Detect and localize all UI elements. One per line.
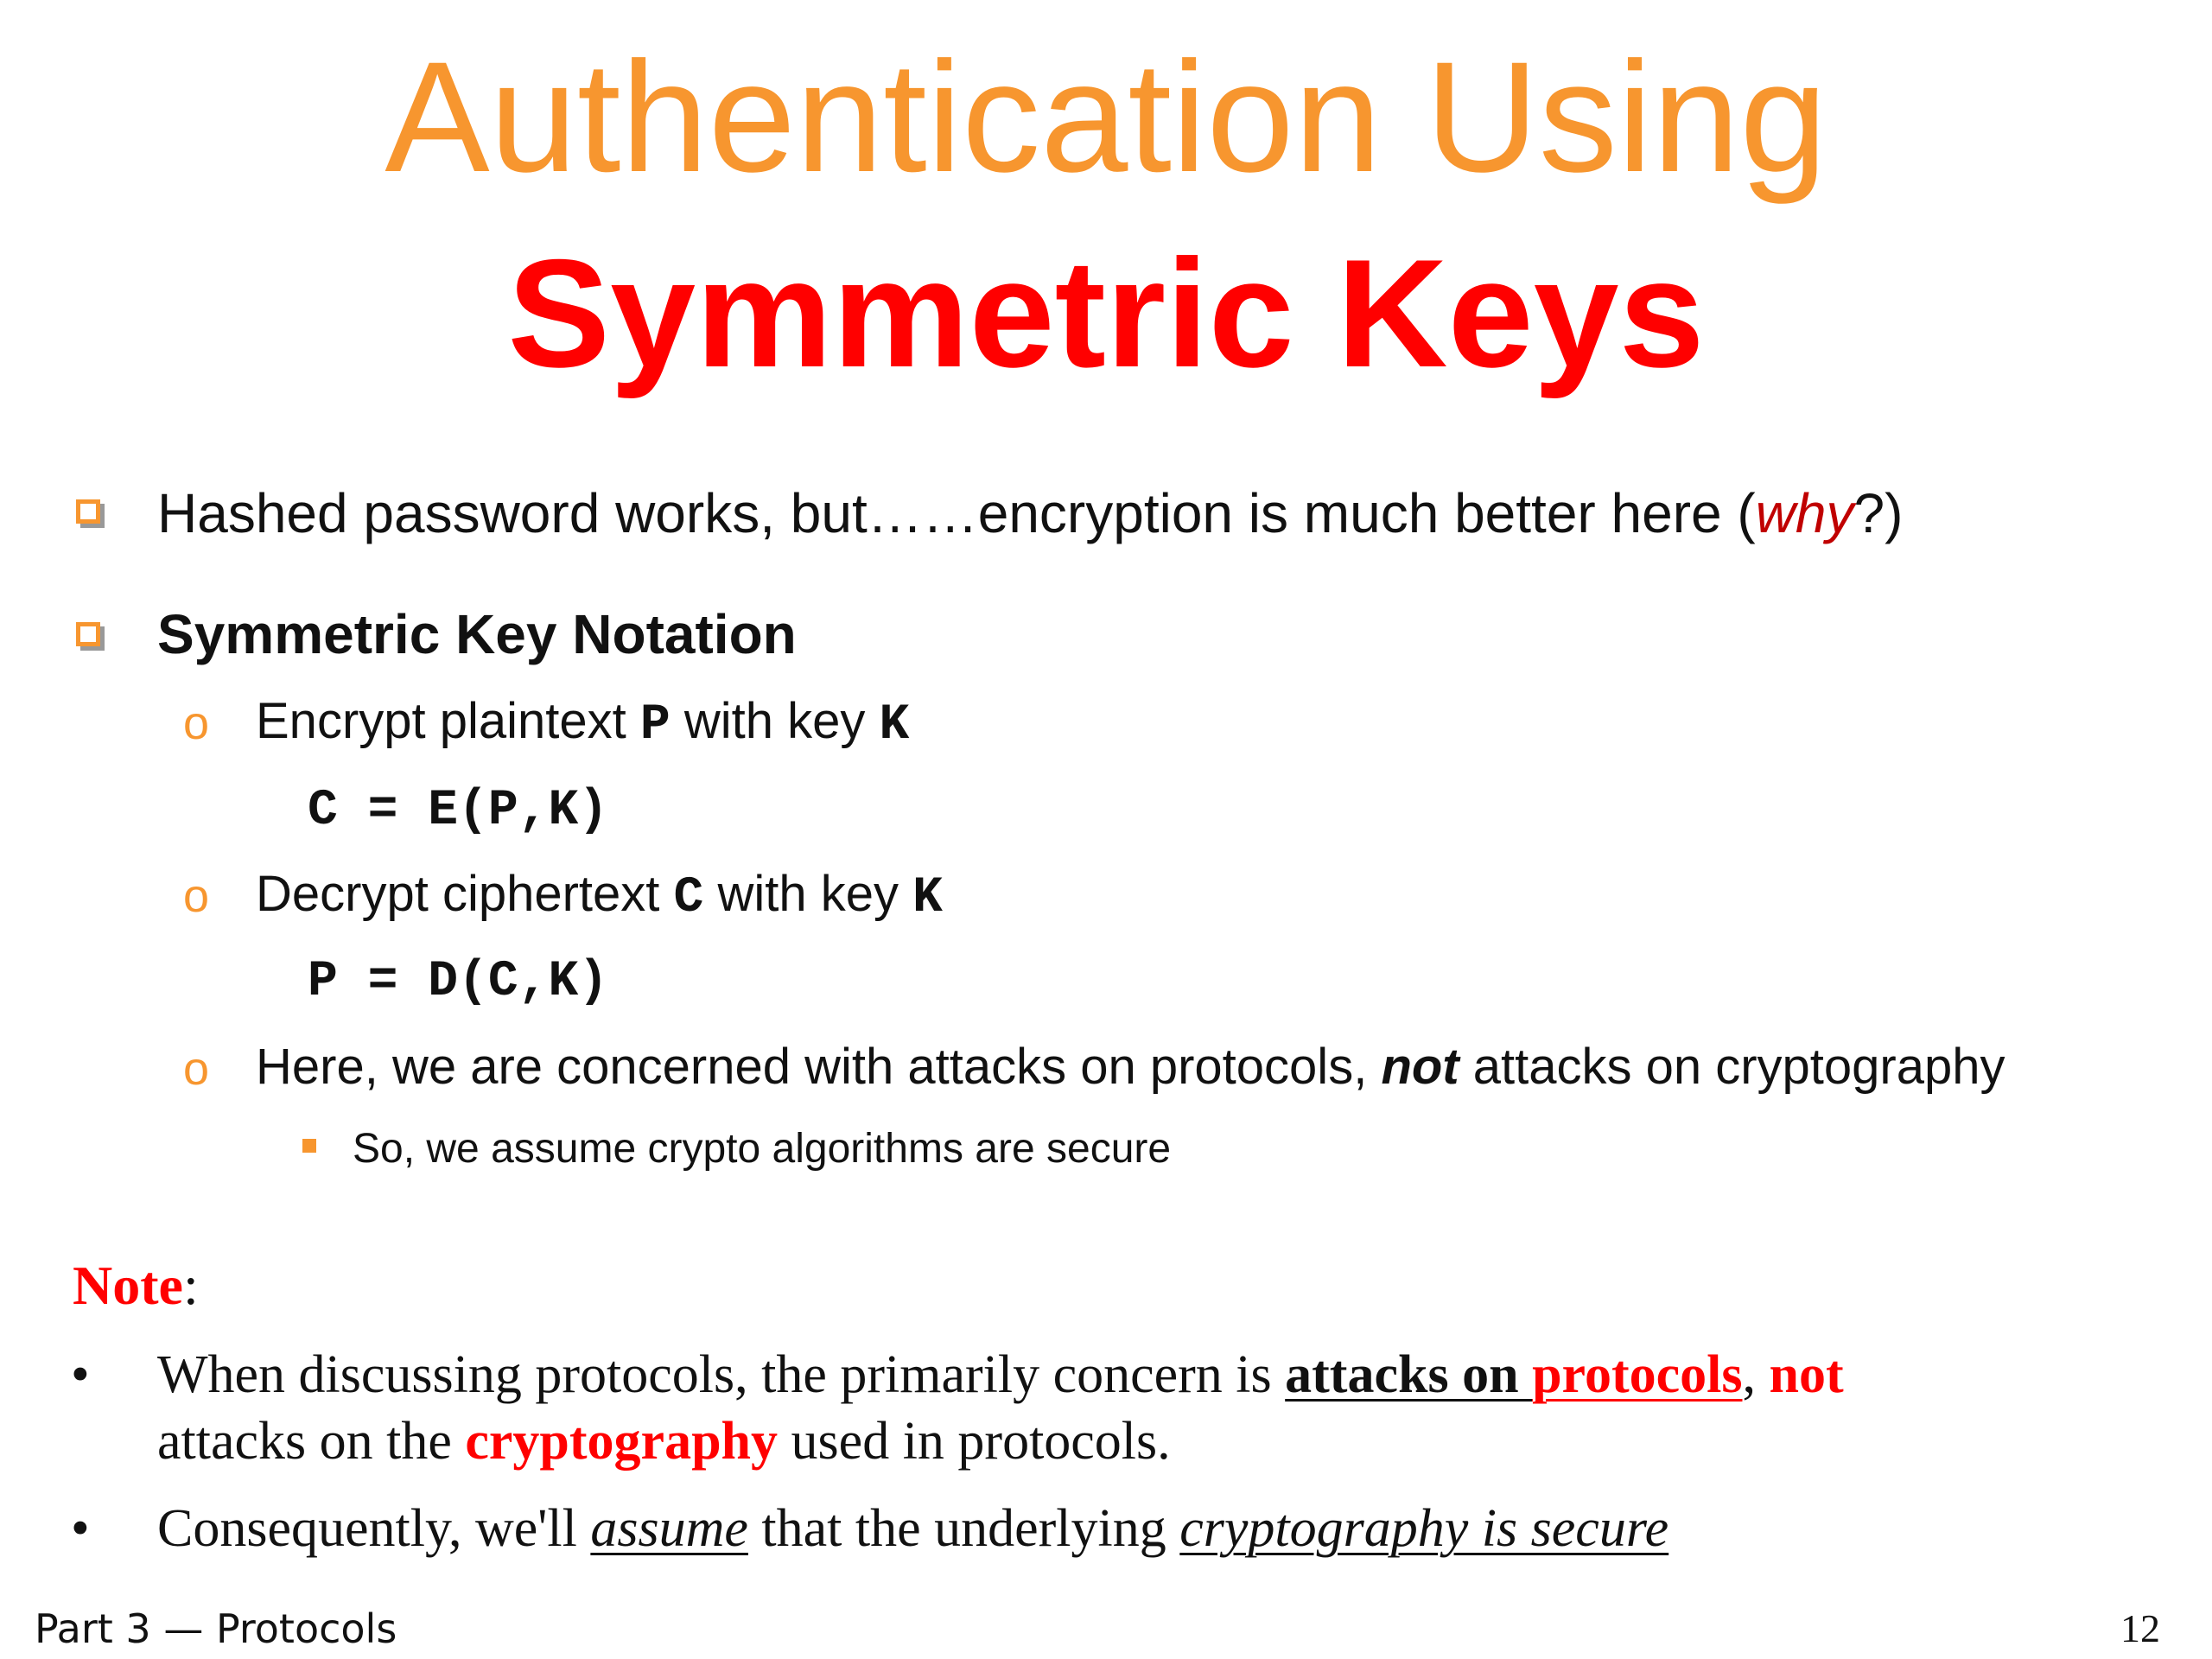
subbullet-decrypt: Decrypt ciphertext C with key K xyxy=(256,866,943,926)
circle-bullet-icon: o xyxy=(183,870,210,922)
page-number: 12 xyxy=(2120,1606,2160,1650)
formula-encrypt: C = E(P,K) xyxy=(308,783,609,839)
round-bullet-icon: • xyxy=(71,1499,90,1558)
slide-title-line1: Authentication Using xyxy=(385,29,1827,205)
note-label: Note: xyxy=(73,1255,199,1316)
note-item-consequently: Consequently, we'll assume that the underlying cryptography is secure xyxy=(157,1499,1669,1558)
circle-bullet-icon: o xyxy=(183,697,210,749)
note-item-primary-concern-cont: attacks on the cryptography used in protocols. xyxy=(157,1412,1171,1471)
note-item-primary-concern: When discussing protocols, the primarily concern is attacks on protocols, not xyxy=(157,1345,1844,1404)
subsubbullet-assume-secure: So, we assume crypto algorithms are secure xyxy=(353,1126,1172,1172)
subbullet-concerned: Here, we are concerned with attacks on protocols, not attacks on cryptography xyxy=(256,1039,2005,1095)
round-bullet-icon: • xyxy=(71,1345,90,1404)
footer-section-label: Part 3 — Protocols xyxy=(35,1605,397,1652)
slide-title-line2: Symmetric Keys xyxy=(507,227,1705,399)
bullet-hashed-password: Hashed password works, but……encryption is much better here (why?) xyxy=(157,482,1904,544)
circle-bullet-icon: o xyxy=(183,1043,210,1095)
square-bullet-icon xyxy=(76,622,100,646)
bullet-symmetric-key-notation: Symmetric Key Notation xyxy=(157,603,797,665)
square-bullet-icon xyxy=(76,499,100,524)
subbullet-encrypt: Encrypt plaintext P with key K xyxy=(256,693,910,753)
why-emphasis: why xyxy=(1755,482,1854,544)
formula-decrypt: P = D(C,K) xyxy=(308,954,609,1010)
small-square-bullet-icon xyxy=(302,1139,316,1153)
